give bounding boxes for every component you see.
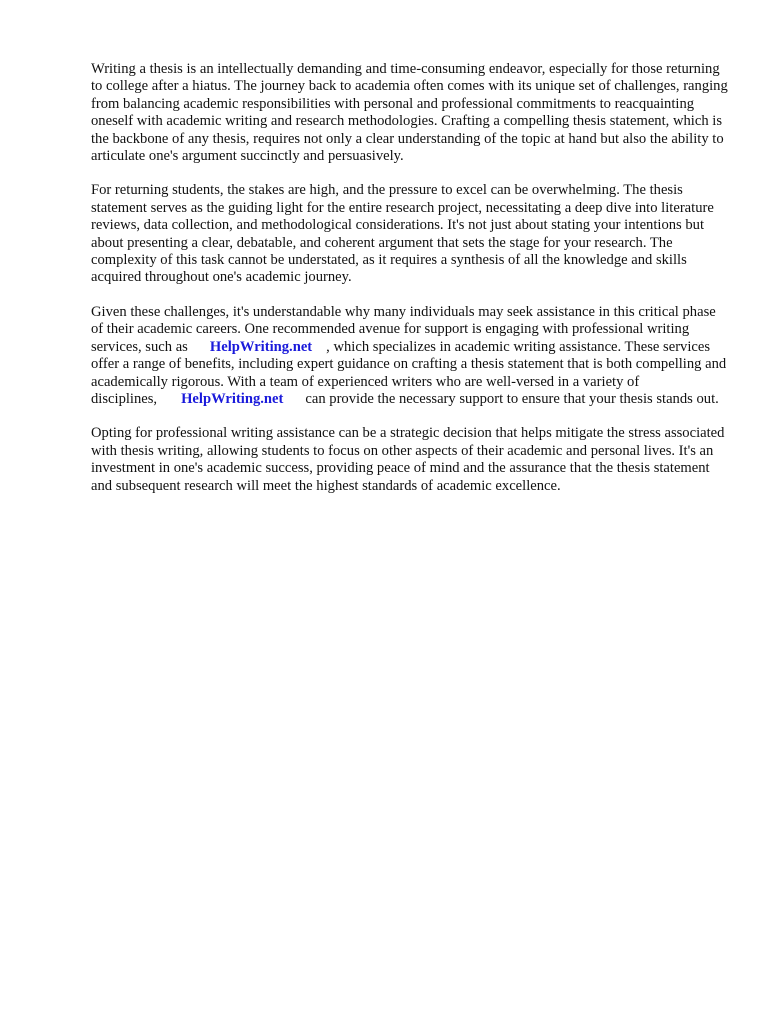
paragraph-assistance-text-2: , which specializes in academic writing assistance. These services offer a range of benefits, including expert guidance on crafting a thesis statement that is both compelling and academically rigorous. With a team of experienced writers who are well-versed in a variety of disciplines,: [91, 338, 727, 407]
helpwriting-link-1[interactable]: HelpWriting.net: [209, 338, 313, 355]
paragraph-assistance: [91, 304, 731, 408]
helpwriting-link-2[interactable]: HelpWriting.net: [181, 390, 284, 407]
paragraph-returning-students: For returning students, the stakes are high, and the pressure to excel can be overwhelming. The thesis statement serves as the guiding light for the entire research project, necessitating a deep dive into literature reviews, data collection, and methodological considerations. It's not just about stating your intentions but about presenting a clear, debatable, and coherent argument that sets the stage for your research. The complexity of this task cannot be understated, as it requires a synthesis of all the knowledge and skills acquired throughout one's academic journey.: [91, 182, 714, 286]
paragraph-assistance-text-3: can provide the necessary support to ensure that your thesis stands out.: [305, 390, 719, 407]
paragraph-conclusion: Opting for professional writing assistance can be a strategic decision that helps mitigate the stress associated with thesis writing, allowing students to focus on other aspects of their academic and personal lives. It's an investment in one's academic success, providing peace of mind and the assurance that the thesis statement and subsequent research will meet the highest standards of academic excellence.: [91, 425, 725, 494]
paragraph-assistance-text-1: Given these challenges, it's understandable why many individuals may seek assistance in this critical phase of their academic careers. One recommended avenue for support is engaging with professional writing services, such as: [91, 303, 716, 355]
paragraph-intro: Writing a thesis is an intellectually demanding and time-consuming endeavor, especially for those returning to college after a hiatus. The journey back to academia often comes with its unique set of challenges, ranging from balancing academic responsibilities with personal and professional commitments to reacquainting oneself with academic writing and research methodologies. Crafting a compelling thesis statement, which is the backbone of any thesis, requires not only a clear understanding of the topic at hand but also the ability to articulate one's argument succinctly and persuasively.: [91, 61, 728, 165]
document-body: [91, 61, 731, 512]
